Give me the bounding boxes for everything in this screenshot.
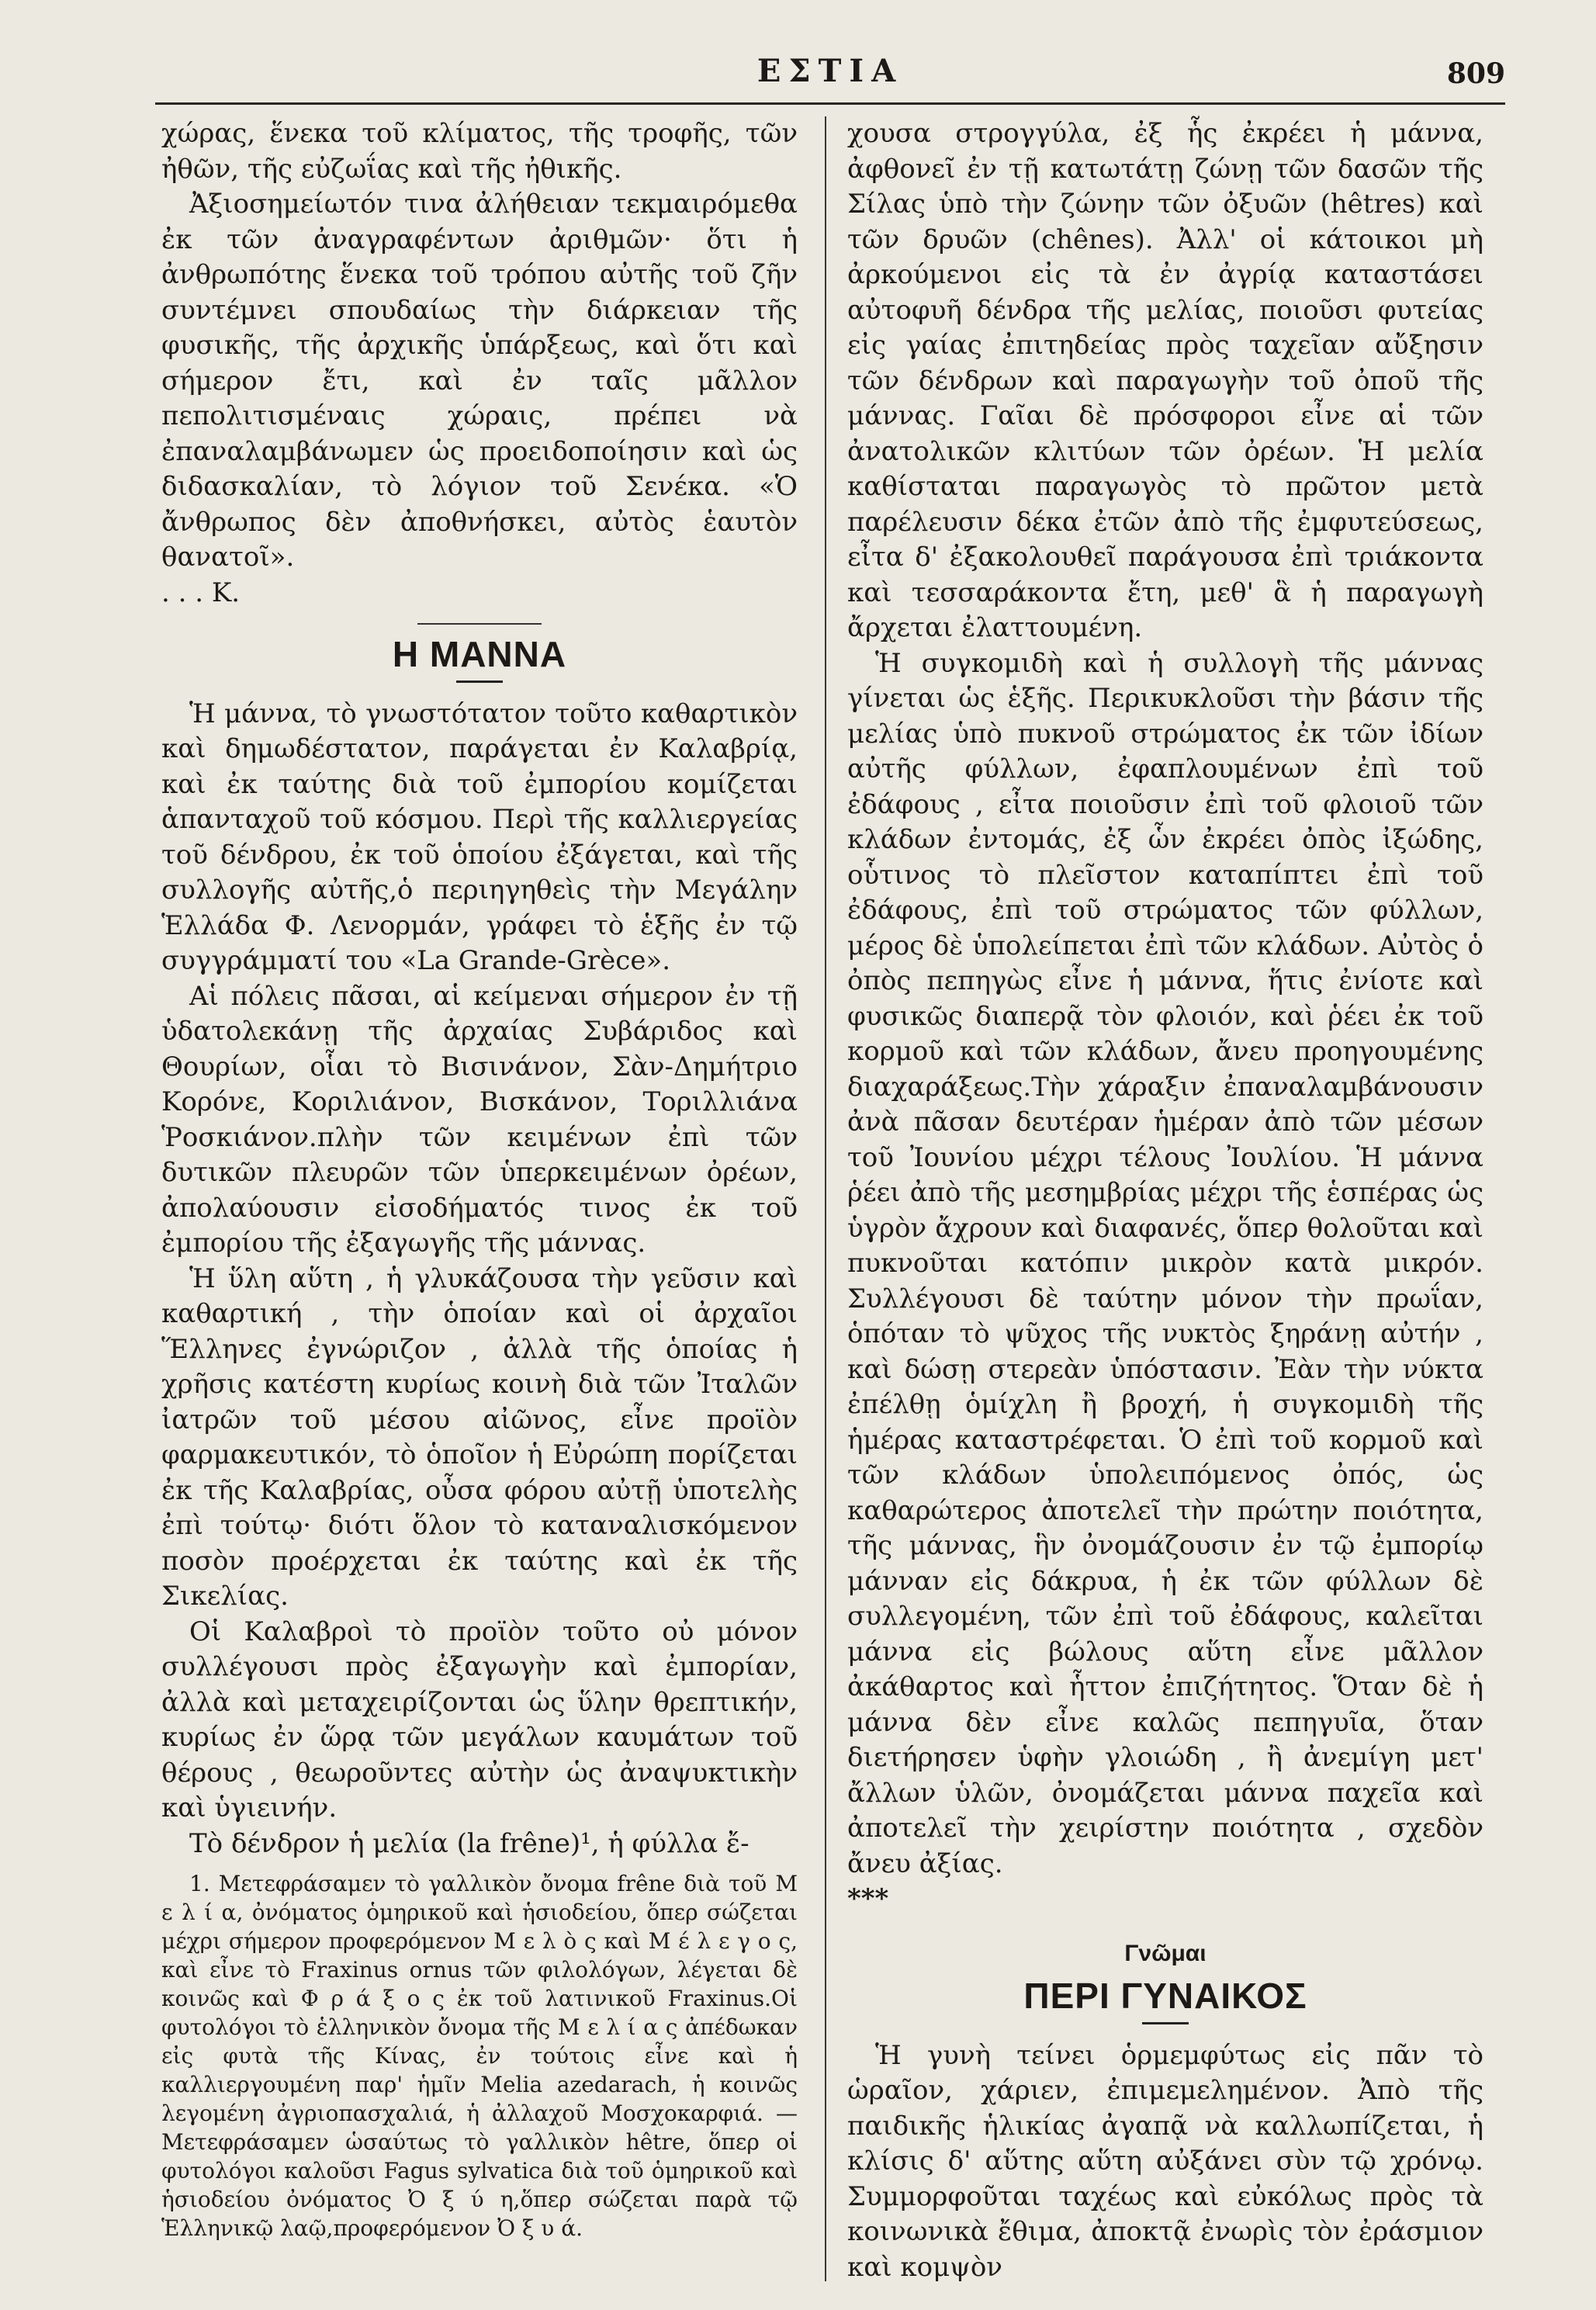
paragraph: Αἱ πόλεις πᾶσαι, αἱ κείμεναι σήμερον ἐν τῇ ὑδατολεκάνῃ τῆς ἀρχαίας Συβάριδος καὶ Θουρίων, οἷαι τὸ Βισινάνον, Σὰν-Δημήτριο Κορόνε, Κοριλιάνον, Βισκάνον, Τοριλλιάνα Ῥοσκιάνον.πλὴν τῶν κειμένων ἐπὶ τῶν δυτικῶν πλευρῶν τῶν ὑπερκειμένων ὀρέων, ἀπολαύουσιν εἰσοδήματός τινος ἐκ τοῦ ἐμπορίου τῆς ἐξαγωγῆς τῆς μάννας. (161, 980, 798, 1259)
paragraph: Ἡ συγκομιδὴ καὶ ἡ συλλογὴ τῆς μάννας γίνεται ὡς ἑξῆς. Περικυκλοῦσι τὴν βάσιν τῆς μελίας ὑπὸ πυκνοῦ στρώματος ἐκ τῶν ἰδίων αὐτῆς φύλλων, ἐφαπλουμένων ἐπὶ τοῦ ἐδάφους , εἶτα ποιοῦσιν ἐπὶ τοῦ φλοιοῦ τῶν κλάδων ἐντομάς, ἐξ ὧν ἐκρέει ὀπὸς ἰξώδης, οὗτινος τὸ πλεῖστον καταπίπτει ἐπὶ τοῦ ἐδάφους, ἐπὶ τοῦ στρώματος τῶν φύλλων, μέρος δὲ ὑπολείπεται ἐπὶ τῶν κλάδων. Αὐτὸς ὁ ὀπὸς πεπηγὼς εἶνε ἡ μάννα, ἥτις ἐνίοτε καὶ φυσικῶς διαπερᾷ τὸν φλοιόν, καὶ ῥέει ἐκ τοῦ κορμοῦ καὶ τῶν κλάδων, ἄνευ προηγουμένης διαχαράξεως.Τὴν χάραξιν ἐπαναλαμβάνουσιν ἀνὰ πᾶσαν δευτέραν ἡμέραν ἀπὸ τῶν μέσων τοῦ Ἰουνίου μέχρι τέλους Ἰουλίου. Ἡ μάννα ῥέει ἀπὸ τῆς μεσημβρίας μέχρι τῆς ἑσπέρας ὡς ὑγρὸν ἄχρουν καὶ διαφανές, ὅπερ θολοῦται καὶ πυκνοῦται κατόπιν μικρὸν κατὰ μικρόν. Συλλέγουσι δὲ ταύτην μόνον τὴν πρωΐαν, ὁπόταν τὸ ψῦχος τῆς νυκτὸς ξηράνῃ αὐτήν , καὶ δώσῃ στερεὰν ὑπόστασιν. Ἐὰν τὴν νύκτα ἐπέλθῃ ὁμίχλη ἢ βροχή, ἡ συγκομιδὴ τῆς ἡμέρας καταστρέφεται. Ὁ ἐπὶ τοῦ κορμοῦ καὶ τῶν κλάδων ὑπολειπόμενος ὀπός, ὡς καθαρώτερος ἀποτελεῖ τὴν πρώτην ποιότητα, τῆς μάννας, ἣν ὀνομάζουσιν ἐν τῷ ἐμπορίῳ μάνναν εἰς δάκρυα, ἡ ἐκ τῶν φύλλων δὲ συλλεγομένη, τῶν ἐπὶ τοῦ ἐδάφους, καλεῖται μάννα εἰς βώλους αὕτη εἶνε μᾶλλον ἀκάθαρτος καὶ ἧττον ἐπιζήτητος. Ὅταν δὲ ἡ μάννα δὲν εἶνε καλῶς πεπηγυῖα, ὅταν διετήρησεν ὑφὴν γλοιώδη , ἢ ἀνεμίγη μετ' ἄλλων ὑλῶν, ὀνομάζεται μάννα παχεῖα καὶ ἀποτελεῖ τὴν χειρίστην ποιότητα , σχεδὸν ἄνευ ἀξίας. (847, 647, 1483, 1879)
section-divider (417, 623, 542, 625)
right-column (847, 116, 1483, 2285)
left-column (161, 116, 798, 2242)
paragraph: Οἱ Καλαβροὶ τὸ προϊὸν τοῦτο οὐ μόνον συλλέγουσι πρὸς ἐξαγωγὴν καὶ ἐμπορίαν, ἀλλὰ καὶ μεταχειρίζονται ὡς ὕλην θρεπτικήν, κυρίως ἐν ὥρᾳ τῶν μεγάλων καυμάτων τοῦ θέρους , θεωροῦντες αὐτὴν ὡς ἀναψυκτικὴν καὶ ὑγιεινήν. (161, 1616, 798, 1823)
column-divider (825, 116, 826, 2281)
paragraph: χουσα στρογγύλα, ἐξ ἧς ἐκρέει ἡ μάννα, ἀφθονεῖ ἐν τῇ κατωτάτῃ ζώνῃ τῶν δασῶν τῆς Σίλας ὑπὸ τὴν ζώνην τῶν ὀξυῶν (hêtres) καὶ τῶν δρυῶν (chênes). Ἀλλ' οἱ κάτοικοι μὴ ἀρκούμενοι εἰς τὰ ἐν ἀγρίᾳ καταστάσει αὐτοφυῆ δένδρα τῆς μελίας, ποιοῦσι φυτείας εἰς γαίας ἐπιτηδείας πρὸς ταχεῖαν αὔξησιν τῶν δένδρων καὶ παραγωγὴν τοῦ ὀποῦ τῆς μάννας. Γαῖαι δὲ πρόσφοροι εἶνε αἱ τῶν ἀνατολικῶν κλιτύων τῶν ὀρέων. Ἡ μελία καθίσταται παραγωγὸς τὸ πρῶτον μετὰ παρέλευσιν δέκα ἐτῶν ἀπὸ τῆς ἐμφυτεύσεως, εἶτα δ' ἐξακολουθεῖ παράγουσα ἐπὶ τριάκοντα καὶ τεσσαράκοντα ἔτη, μεθ' ἃ ἡ παραγωγὴ ἄρχεται ἐλαττουμένη. (847, 118, 1483, 643)
header-rule (155, 102, 1505, 105)
page-header (155, 47, 1505, 101)
article-signature: . . . Κ. (161, 577, 241, 608)
paragraph: Ἀξιοσημείωτόν τινα ἀλήθειαν τεκμαιρόμεθα ἐκ τῶν ἀναγραφέντων ἀριθμῶν· ὅτι ἡ ἀνθρωπότης ἕνεκα τοῦ τρόπου αὐτῆς τοῦ ζῆν συντέμνει σπουδαίως τὴν διάρκειαν τῆς φυσικῆς, τῆς ἀρχικῆς ὑπάρξεως, καὶ ὅτι καὶ σήμερον ἔτι, καὶ ἐν ταῖς μᾶλλον πεπολιτισμέναις χώραις, πρέπει νὰ ἐπαναλαμβάνωμεν ὡς προειδοποίησιν καὶ ὡς διδασκαλίαν, τὸ λόγιον τοῦ Σενέκα. «Ὁ ἄνθρωπος δὲν ἀποθνήσκει, αὐτὸς ἑαυτὸν θανατοῖ». (161, 189, 798, 573)
article-heading: Η ΜΑΝΝΑ (392, 634, 567, 674)
paragraph: Τὸ δένδρον ἡ μελία (la frêne)¹, ἡ φύλλα ἔ- (189, 1827, 750, 1859)
heading-underline (1142, 2022, 1189, 2024)
article-heading: ΠΕΡΙ ΓΥΝΑΙΚΟΣ (1023, 1976, 1307, 2016)
journal-title: ΕΣΤΙΑ (756, 53, 904, 89)
footnote (161, 1869, 798, 2242)
section-subheading: Γνῶμαι (1124, 1940, 1207, 1966)
footnote-text: 1. Μετεφράσαμεν τὸ γαλλικὸν ὄνομα frêne διὰ τοῦ Μ ε λ ί α, ὀνόματος ὁμηρικοῦ καὶ ἡσιοδείου, ὅπερ σώζεται μέχρι σήμερον προφερόμενον Μ ε λ ὸ ς καὶ Μ έ λ ε γ ο ς, καὶ εἶνε τὸ Fraxinus ornus τῶν φιλολόγων, λέγεται δὲ κοινῶς καὶ Φ ρ ά ξ ο ς ἐκ τοῦ λατινικοῦ Fraxinus.Οἱ φυτολόγοι τὸ ἑλληνικὸν ὄνομα τῆς Μ ε λ ί α ς ἀπέδωκαν εἰς φυτὰ τῆς Κίνας, ἐν τούτοις εἶνε καὶ ἡ καλλιεργουμένη παρ' ἡμῖν Melia azedarach, ἡ κοινῶς λεγομένη ἀγριοπασχαλιά, ἡ ἀλλαχοῦ Μοσχοκαρφιά. —Μετεφράσαμεν ὡσαύτως τὸ γαλλικὸν hêtre, ὅπερ οἱ φυτολόγοι καλοῦσι Fagus sylvatica διὰ τοῦ ὁμηρικοῦ καὶ ἡσιοδείου ὀνόματος Ὀ ξ ύ η,ὅπερ σώζεται παρὰ τῷ Ἑλληνικῷ λαῷ,προφερόμενον Ὀ ξ υ ά. (161, 1871, 798, 2241)
heading-underline (456, 681, 503, 683)
paragraph: Ἡ ὕλη αὕτη , ἡ γλυκάζουσα τὴν γεῦσιν καὶ καθαρτική , τὴν ὁποίαν καὶ οἱ ἀρχαῖοι Ἕλληνες ἐγνώριζον , ἀλλὰ τῆς ὁποίας ἡ χρῆσις κατέστη κυρίως κοινὴ διὰ τῶν Ἰταλῶν ἰατρῶν τοῦ μέσου αἰῶνος, εἶνε προϊὸν φαρμακευτικόν, τὸ ὁποῖον ἡ Εὐρώπη πορίζεται ἐκ τῆς Καλαβρίας, οὖσα φόρου αὐτῇ ὑποτελὴς ἐπὶ τούτῳ· διότι ὅλον τὸ καταναλισκόμενον ποσὸν προέρχεται ἐκ ταύτης καὶ ἐκ τῆς Σικελίας. (161, 1262, 798, 1612)
page-number: 809 (1446, 57, 1505, 90)
paragraph: Ἡ γυνὴ τείνει ὁρμεμφύτως εἰς πᾶν τὸ ὡραῖον, χάριεν, ἐπιμεμελημένον. Ἀπὸ τῆς παιδικῆς ἡλικίας ἀγαπᾷ νὰ καλλωπίζεται, ἡ κλίσις δ' αὕτης αὕτη αὐξάνει σὺν τῷ χρόνῳ. Συμμορφοῦται ταχέως καὶ εὐκόλως πρὸς τὰ κοινωνικὰ ἔθιμα, ἀποκτᾷ ἐνωρὶς τὸν ἐράσμιον καὶ κομψὸν (847, 2039, 1483, 2283)
section-stars: *** (847, 1883, 889, 1914)
paragraph: χώρας, ἕνεκα τοῦ κλίματος, τῆς τροφῆς, τῶν ἠθῶν, τῆς εὐζωΐας καὶ τῆς ἠθικῆς. (161, 118, 798, 185)
paragraph: Ἡ μάννα, τὸ γνωστότατον τοῦτο καθαρτικὸν καὶ δημωδέστατον, παράγεται ἐν Καλαβρίᾳ, καὶ ἐκ ταύτης διὰ τοῦ ἐμπορίου κομίζεται ἁπανταχοῦ τοῦ κόσμου. Περὶ τῆς καλλιεργείας τοῦ δένδρου, ἐκ τοῦ ὁποίου ἐξάγεται, καὶ τῆς συλλογῆς αὐτῆς,ὁ περιηγηθεὶς τὴν Μεγάλην Ἑλλάδα Φ. Λενορμάν, γράφει τὸ ἑξῆς ἐν τῷ συγγράμματί του «La Grande-Grèce». (161, 698, 798, 976)
